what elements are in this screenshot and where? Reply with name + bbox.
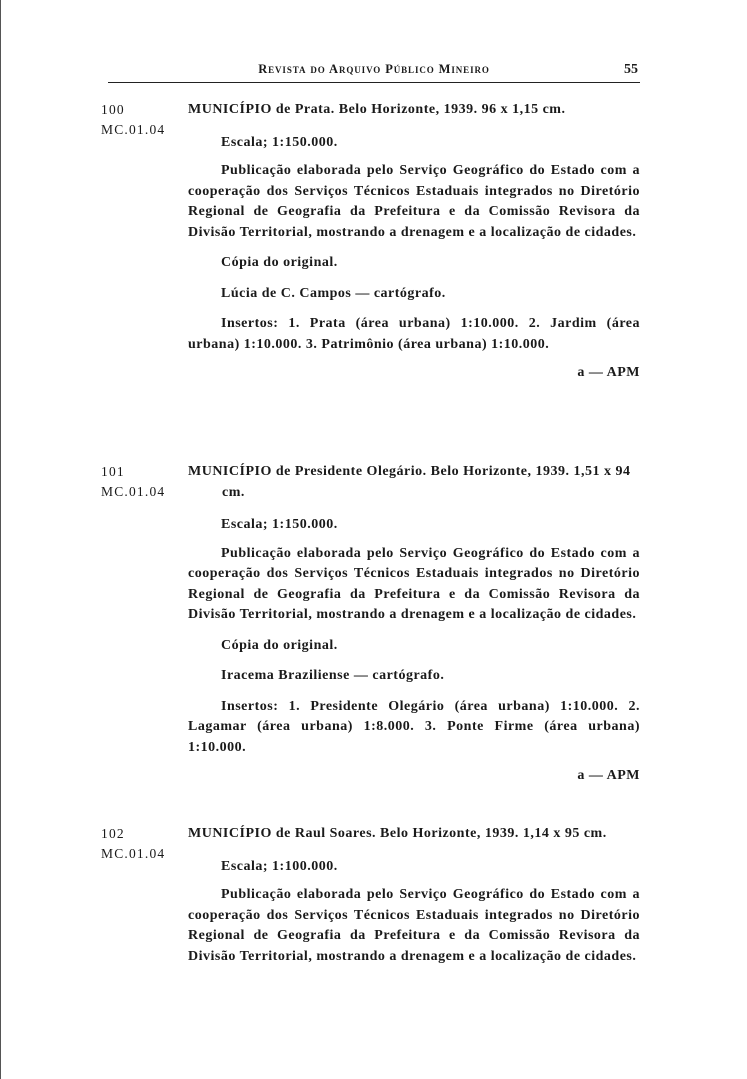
entry-number: 102	[101, 826, 125, 841]
running-head	[110, 62, 638, 82]
entry-body	[188, 462, 640, 787]
entry-cartographer: Iracema Braziliense — cartógrafo.	[221, 668, 445, 683]
header-rule	[108, 82, 640, 83]
entry-title: MUNICÍPIO de Raul Soares. Belo Horizonte, 1939. 1,14 x 95 cm.	[188, 826, 607, 841]
entry-body	[188, 824, 640, 967]
entry-holding: a — APM	[577, 365, 640, 380]
entry-number: 101	[101, 464, 125, 479]
page-edge-mark	[0, 0, 1, 1079]
entry-holding: a — APM	[577, 768, 640, 783]
entry-body	[188, 100, 640, 384]
entry-code: MC.01.04	[101, 122, 166, 137]
entry-inserts: Insertos: 1. Presidente Olegário (área urbana) 1:10.000. 2. Lagamar (área urbana) 1:8.000. 3. Ponte Firme (área urbana) 1:10.000.	[188, 698, 640, 755]
entry-code: MC.01.04	[101, 846, 166, 861]
entry-cartographer: Lúcia de C. Campos — cartógrafo.	[221, 285, 446, 301]
entry-publication: Publicação elaborada pelo Serviço Geográfico do Estado com a cooperação dos Serviços Técnicos Estaduais integrados no Diretório Regional de Geografia da Prefeitura e da Comissão Revisora da Divisão Territorial, mostrando a drenagem e a localização de cidades.	[188, 887, 640, 964]
entry-publication: Publicação elaborada pelo Serviço Geográfico do Estado com a cooperação dos Serviços Técnicos Estaduais integrados no Diretório Regional de Geografia da Prefeitura e da Comissão Revisora da Divisão Territorial, mostrando a drenagem e a localização de cidades.	[188, 545, 640, 622]
entry-scale: Escala; 1:150.000.	[221, 517, 338, 532]
entry-copy: Cópia do original.	[221, 637, 338, 653]
entry-number: 100	[101, 102, 125, 117]
entry-scale: Escala; 1:150.000.	[221, 134, 338, 150]
entry-title: MUNICÍPIO de Presidente Olegário. Belo Horizonte, 1939. 1,51 x 94 cm.	[188, 464, 631, 500]
entry-code: MC.01.04	[101, 484, 166, 499]
entry-inserts: Insertos: 1. Prata (área urbana) 1:10.000. 2. Jardim (área urbana) 1:10.000. 3. Patrimônio (área urbana) 1:10.000.	[188, 316, 640, 352]
entry-copy: Cópia do original.	[221, 255, 338, 270]
entry-publication: Publicação elaborada pelo Serviço Geográfico do Estado com a cooperação dos Serviços Técnicos Estaduais integrados no Diretório Regional de Geografia da Prefeitura e da Comissão Revisora da Divisão Territorial, mostrando a drenagem e a localização de cidades.	[188, 163, 640, 240]
entry-title: MUNICÍPIO de Prata. Belo Horizonte, 1939. 96 x 1,15 cm.	[188, 102, 566, 117]
page-number: 55	[624, 62, 638, 77]
entry-scale: Escala; 1:100.000.	[221, 858, 338, 874]
running-title: Revista do Arquivo Público Mineiro	[258, 62, 490, 76]
